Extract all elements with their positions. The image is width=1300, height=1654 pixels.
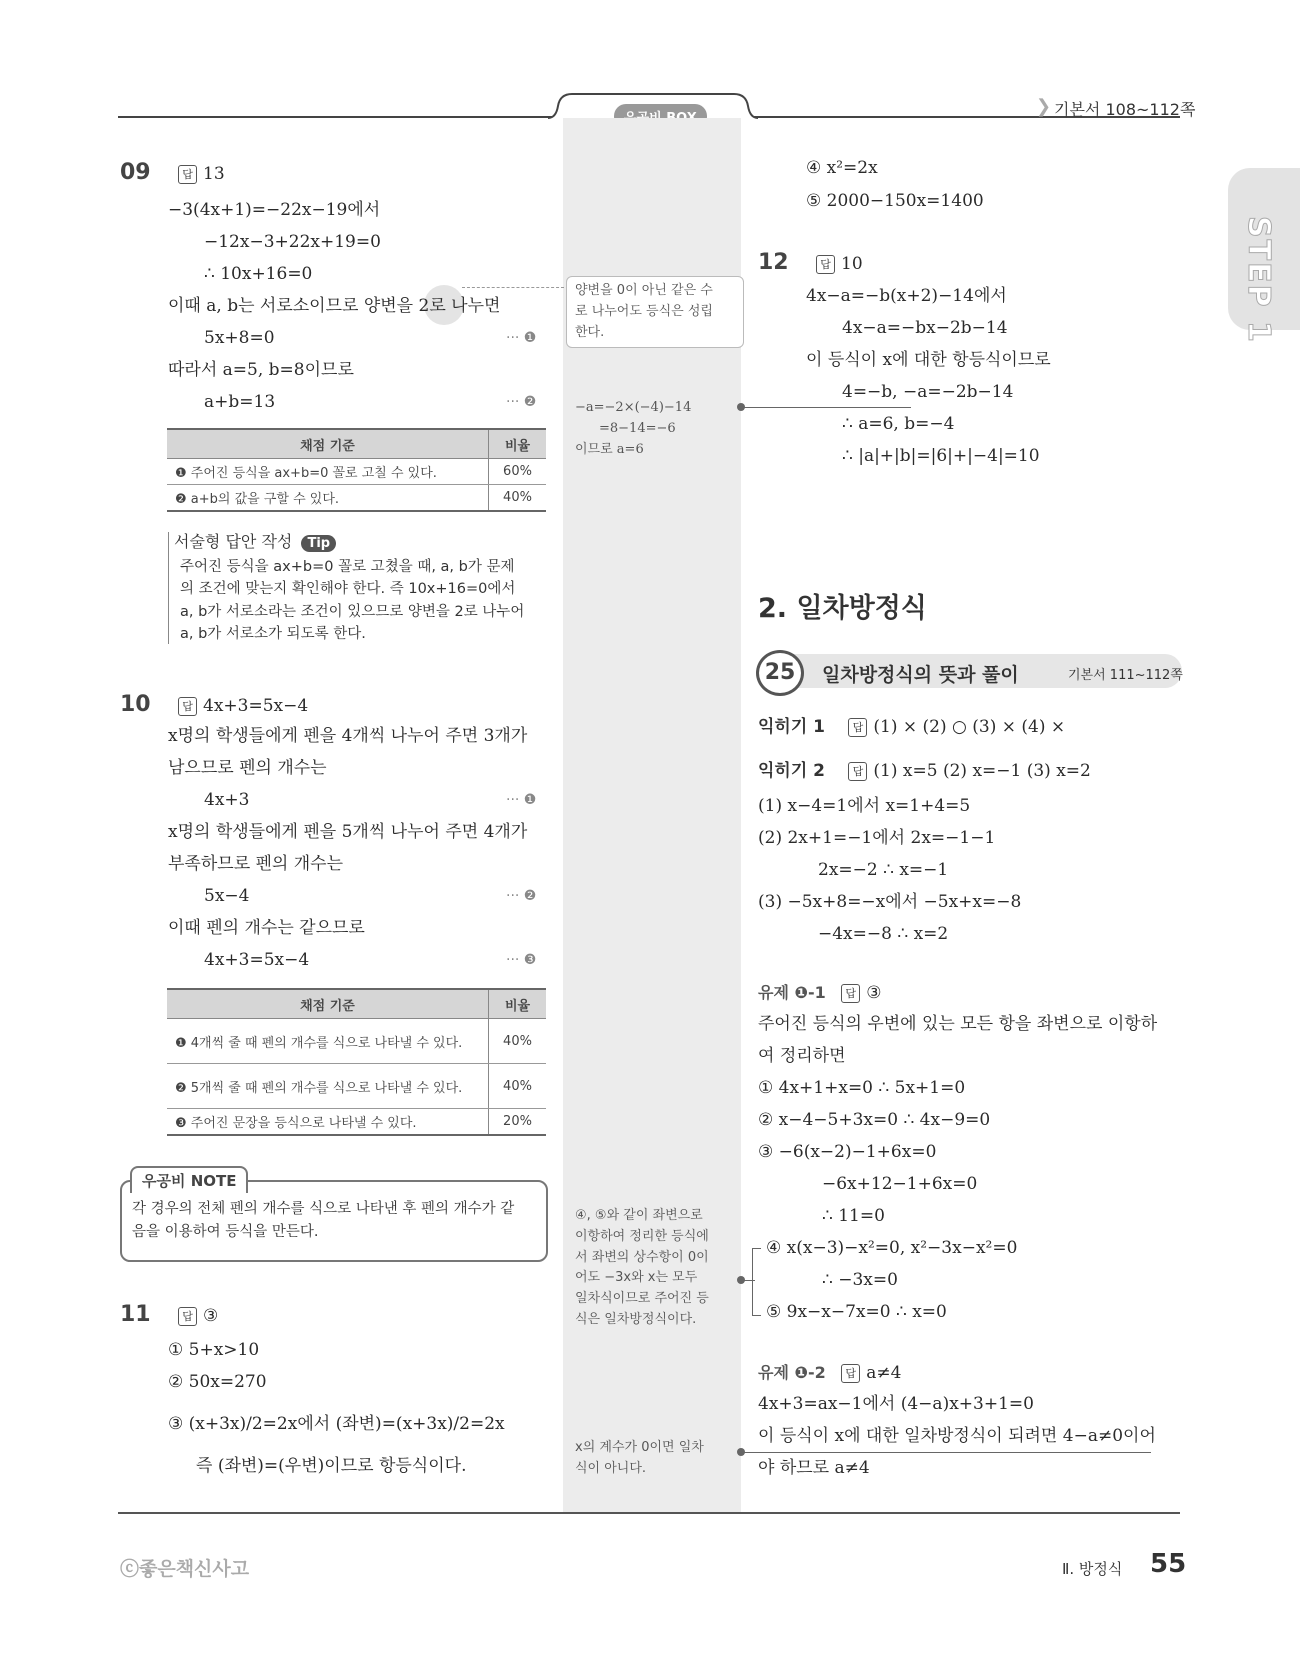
solution-line: ∴ a=6, b=−4 [842,414,955,434]
solution-line: 야 하므로 a≠4 [758,1458,870,1478]
ratio-cell: 60% [489,459,547,485]
solution-line: 부족하므로 펜의 개수는 [168,854,344,874]
solution-line: ① 4x+1+x=0 ∴ 5x+1=0 [758,1078,966,1098]
box-note: −a=−2×(−4)−14 =8−14=−6 이므로 a=6 [575,400,692,457]
chevron-right-icon: ❯ [1036,96,1052,117]
question-number: 11 [120,1302,151,1327]
leader-line [741,407,911,408]
unit-title: 일차방정식의 뜻과 풀이 [822,664,1019,686]
criteria-cell: ❷ 5개씩 줄 때 펜의 개수를 식으로 나타낼 수 있다. [167,1064,489,1109]
solution-line: 2x=−2 ∴ x=−1 [818,860,949,880]
q11-block [120,1302,550,1482]
answer: ③ [203,1306,219,1326]
criteria-table [167,428,546,512]
solution-line: 4x+3 [204,790,250,810]
solution-line: −3(4x+1)=−22x−19에서 [168,200,381,220]
question-number: 09 [120,160,151,185]
solution-line: (2) 2x+1=−1에서 2x=−1−1 [758,828,996,848]
solution-line: 4x−a=−bx−2b−14 [842,318,1008,338]
example-label: 유제 ❶-2 [758,1363,826,1382]
ratio-cell: 40% [489,1064,547,1109]
bracket [752,1248,761,1316]
answer-icon: 답 [841,1364,860,1383]
ratio-head: 비율 [489,989,547,1019]
solution-line: a+b=13 [204,392,276,412]
leader-dot [737,1448,745,1456]
solution-line: ③ (x+3x)/2=2x에서 (좌변)=(x+3x)/2=2x [168,1414,505,1434]
answer-icon: 답 [841,984,860,1003]
solution-line: ∴ 10x+16=0 [204,264,313,284]
solution-line: 5x−4 [204,886,250,906]
section-title: 2. 일차방정식 [758,593,927,624]
solution-line: 4=−b, −a=−2b−14 [842,382,1014,402]
solution-line: x명의 학생들에게 펜을 4개씩 나누어 주면 3개가 [168,726,528,746]
criteria-cell: ❶ 주어진 등식을 ax+b=0 꼴로 고칠 수 있다. [167,459,489,485]
criteria-cell: ❸ 주어진 문장을 등식으로 나타낼 수 있다. [167,1109,489,1136]
page-number: 55 [1150,1549,1187,1579]
step-mark: ··· ❶ [506,792,537,808]
criteria-cell: ❷ a+b의 값을 구할 수 있다. [167,485,489,512]
solution-line: ⑤ 2000−150x=1400 [806,191,984,211]
q10-block [120,692,550,982]
solution-line: −6x+12−1+6x=0 [822,1174,978,1194]
answer-icon: 답 [816,255,835,274]
answer: 4x+3=5x−4 [203,696,309,716]
criteria-table [167,988,546,1136]
note-text: 각 경우의 전체 펜의 개수를 식으로 나타낸 후 펜의 개수가 같 음을 이용하여 등식을 만든다. [132,1201,515,1241]
box-note: 양변을 0이 아닌 같은 수 로 나누어도 등식은 성립 한다. [566,276,744,348]
question-number: 10 [120,692,151,717]
solution-line: ③ −6(x−2)−1+6x=0 [758,1142,937,1162]
answer: a≠4 [866,1363,902,1383]
solution-line: ∴ 11=0 [822,1206,885,1226]
solution-line: ② 50x=270 [168,1372,267,1392]
leader-dot [737,1276,745,1284]
solution-line: 이때 a, b는 서로소이므로 양변을 2로 나누면 [168,296,501,316]
answer-icon: 답 [848,718,867,737]
answer-icon: 답 [178,165,197,184]
step-tab-label: STEP 1 [1241,216,1276,344]
solution-line: (1) x−4=1에서 x=1+4=5 [758,796,971,816]
box-note: x의 계수가 0이면 일차 식이 아니다. [575,1440,704,1476]
leader-dashed [462,287,564,288]
criteria-head: 채점 기준 [167,989,489,1019]
tip-text: 주어진 등식을 ax+b=0 꼴로 고쳤을 때, a, b가 문제 의 조건에 맞는지 확인해야 한다. 즉 10x+16=0에서 a, b가 서로소라는 조건이 있으므로 양변을 2로 나누어 a, b가 서로소가 되도록 한다. [180,559,525,643]
solution-line: 따라서 a=5, b=8이므로 [168,360,354,380]
solution-line: ∴ −3x=0 [822,1270,898,1290]
solution-line: x명의 학생들에게 펜을 5개씩 나누어 주면 4개가 [168,822,528,842]
unit-number: 25 [756,650,804,696]
question-number: 12 [758,250,789,275]
ratio-cell: 40% [489,1019,547,1064]
note-title: 우공비 NOTE [130,1166,248,1193]
step-tab [1228,168,1300,344]
leader-line [741,1452,1151,1453]
solution-line: 5x+8=0 [204,328,275,348]
step-mark: ··· ❷ [506,394,537,410]
solution-line: ② x−4−5+3x=0 ∴ 4x−9=0 [758,1110,991,1130]
solution-line: ∴ |a|+|b|=|6|+|−4|=10 [842,446,1040,466]
solution-line: 남으므로 펜의 개수는 [168,758,327,778]
tip-badge: Tip [301,535,336,552]
solution-line: 주어진 등식의 우변에 있는 모든 항을 좌변으로 이항하 [758,1014,1158,1034]
answer: (1) × (2) ○ (3) × (4) × [873,717,1066,737]
answer-icon: 답 [178,1307,197,1326]
tip-title: 서술형 답안 작성 Tip [174,529,336,552]
practice-label: 익히기 2 [758,761,826,781]
ratio-cell: 20% [489,1109,547,1136]
box-note: ④, ⑤와 같이 좌변으로 이항하여 정리한 등식에 서 좌변의 상수항이 0이 어도 −3x와 x는 모두 일차식이므로 주어진 등 식은 일차방정식이다. [575,1208,709,1327]
example-label: 유제 ❶-1 [758,983,826,1002]
solution-line: 4x+3=ax−1에서 (4−a)x+3+1=0 [758,1394,1034,1414]
solution-line: (3) −5x+8=−x에서 −5x+x=−8 [758,892,1022,912]
answer-icon: 답 [178,697,197,716]
solution-line: 4x−a=−b(x+2)−14에서 [806,286,1007,306]
ratio-cell: 40% [489,485,547,512]
solution-line: ① 5+x>10 [168,1340,260,1360]
answer: (1) x=5 (2) x=−1 (3) x=2 [873,761,1091,781]
answer: ③ [866,983,882,1003]
solution-line: 즉 (좌변)=(우변)이므로 항등식이다. [196,1456,467,1476]
solution-line: ⑤ 9x−x−7x=0 ∴ x=0 [766,1302,947,1322]
solution-line: ④ x²=2x [806,158,878,178]
answer: 13 [203,164,225,184]
step-mark: ··· ❶ [506,330,537,346]
answer: 10 [841,254,863,274]
publisher: ⓒ좋은책신사고 [120,1558,250,1580]
solution-line: 이 등식이 x에 대한 일차방정식이 되려면 4−a≠0이어 [758,1426,1156,1446]
criteria-head: 채점 기준 [167,429,489,459]
solution-line: 4x+3=5x−4 [204,950,310,970]
solution-line: 이때 펜의 개수는 같으므로 [168,918,365,938]
header-ref: 기본서 108~112쪽 [1054,100,1196,119]
solution-line: 이 등식이 x에 대한 항등식이므로 [806,350,1051,370]
step-mark: ··· ❸ [506,952,537,968]
solution-line: ④ x(x−3)−x²=0, x²−3x−x²=0 [766,1238,1018,1258]
answer-icon: 답 [848,762,867,781]
solution-line: 여 정리하면 [758,1046,846,1066]
q12-block [758,252,1188,472]
practice-label: 익히기 1 [758,717,826,737]
unit-ref: 기본서 111~112쪽 [1068,668,1183,683]
chapter: Ⅱ. 방정식 [1062,1560,1123,1578]
solution-line: −12x−3+22x+19=0 [204,232,381,252]
step-mark: ··· ❷ [506,888,537,904]
leader-dot [737,403,745,411]
criteria-cell: ❶ 4개씩 줄 때 펜의 개수를 식으로 나타낼 수 있다. [167,1019,489,1064]
solution-line: −4x=−8 ∴ x=2 [818,924,949,944]
ratio-head: 비율 [489,429,547,459]
footer-rule [118,1512,1180,1514]
